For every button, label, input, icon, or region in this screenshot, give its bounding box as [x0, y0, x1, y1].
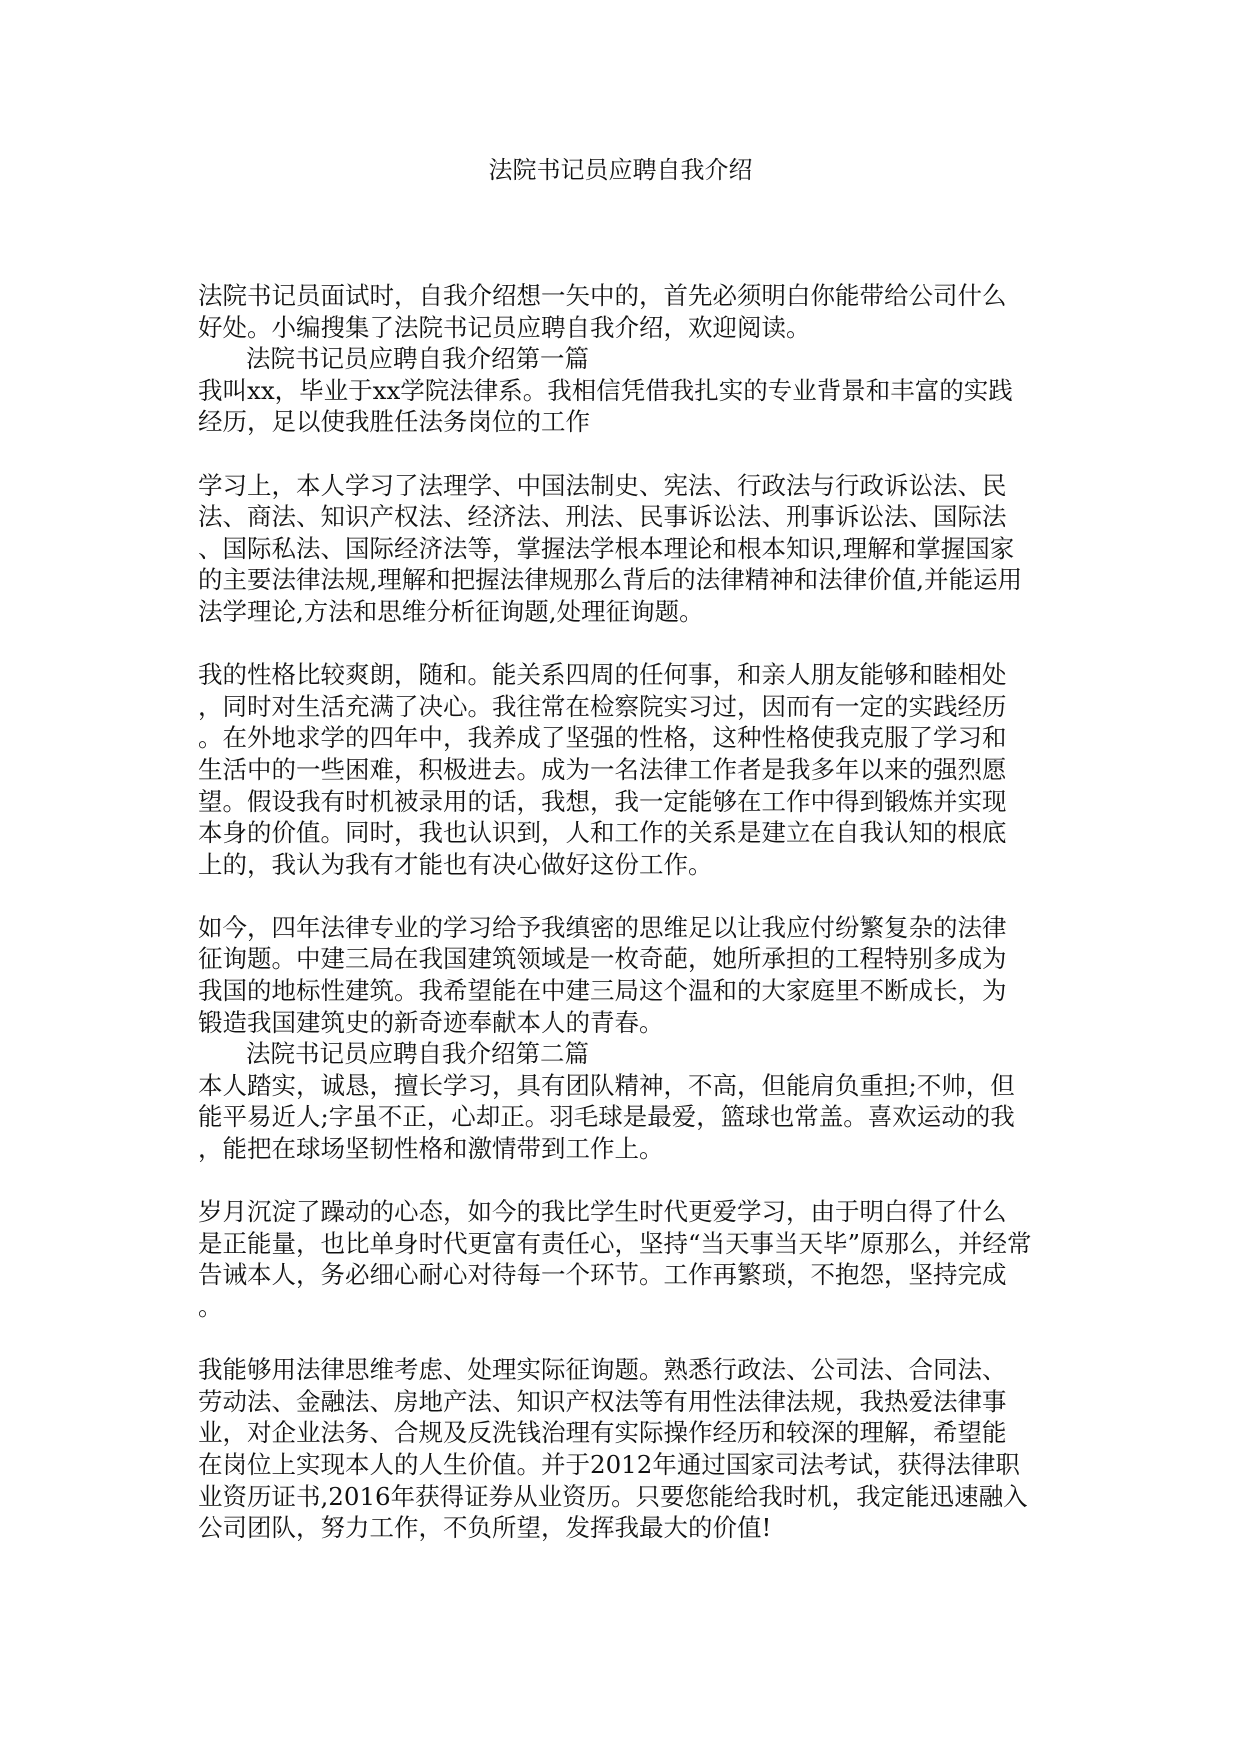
text-line: 劳动法、金融法、房地产法、知识产权法等有用性法律法规，我热爱法律事 — [198, 1386, 1007, 1416]
paragraph-gap — [198, 438, 1058, 470]
text-line: 学习上，本人学习了法理学、中国法制史、宪法、行政法与行政诉讼法、民 — [198, 470, 1007, 500]
text-line: 是正能量，也比单身时代更富有责任心，坚持“当天事当天毕”原那么，并经常 — [198, 1228, 1032, 1258]
text-line: 。 — [198, 1292, 223, 1321]
text-line: 经历，足以使我胜任法务岗位的工作 — [198, 407, 590, 437]
text-line: 望。假设我有时机被录用的话，我想，我一定能够在工作中得到锻炼并实现 — [198, 786, 1007, 816]
text-line: 法院书记员面试时，自我介绍想一矢中的，首先必须明白你能带给公司什么 — [198, 281, 1007, 310]
text-line: 如今，四年法律专业的学习给予我缜密的思维足以让我应付纷繁复杂的法律 — [198, 912, 1007, 942]
text-line: 法、商法、知识产权法、经济法、刑法、民事诉讼法、刑事诉讼法、国际法 — [198, 502, 1007, 532]
text-line: 征询题。中建三局在我国建筑领域是一枚奇葩，她所承担的工程特别多成为 — [198, 944, 1007, 974]
text-line: 本身的价值。同时，我也认识到，人和工作的关系是建立在自我认知的根底 — [198, 818, 1007, 848]
text-line: 能平易近人;字虽不正，心却正。羽毛球是最爱，篮球也常盖。喜欢运动的我 — [198, 1102, 1015, 1132]
text-line: 我能够用法律思维考虑、处理实际征询题。熟悉行政法、公司法、合同法、 — [198, 1355, 1007, 1385]
document-body — [198, 280, 1058, 1544]
text-line: 业，对企业法务、合规及反洗钱治理有实际操作经历和较深的理解，希望能 — [198, 1418, 1007, 1448]
text-line: 。在外地求学的四年中，我养成了坚强的性格，这种性格使我克服了学习和 — [198, 723, 1007, 753]
text-line: 的主要法律法规,理解和把握法律规那么背后的法律精神和法律价值,并能运用 — [198, 565, 1023, 595]
text-line: ，同时对生活充满了决心。我往常在检察院实习过，因而有一定的实践经历 — [198, 691, 1007, 721]
text-line: 好处。小编搜集了法院书记员应聘自我介绍，欢迎阅读。 — [198, 312, 811, 342]
text-line: 锻造我国建筑史的新奇迹奉献本人的青春。 — [198, 1007, 664, 1037]
text-line: 我的性格比较爽朗，随和。能关系四周的任何事，和亲人朋友能够和睦相处 — [198, 660, 1007, 690]
text-line: 在岗位上实现本人的人生价值。并于2012年通过国家司法考试，获得法律职 — [198, 1449, 1020, 1479]
text-line: 生活中的一些困难，积极进去。成为一名法律工作者是我多年以来的强烈愿 — [198, 754, 1007, 784]
text-line: 我叫xx，毕业于xx学院法律系。我相信凭借我扎实的专业背景和丰富的实践 — [198, 375, 1013, 405]
paragraph-gap — [198, 1323, 1058, 1355]
text-line: ，能把在球场坚韧性格和激情带到工作上。 — [198, 1134, 664, 1164]
section-heading-first: 法院书记员应聘自我介绍第一篇 — [246, 344, 589, 374]
text-line: 本人踏实，诚恳，擅长学习，具有团队精神，不高，但能肩负重担;不帅，但 — [198, 1070, 1015, 1100]
paragraph-gap — [198, 628, 1058, 660]
section-heading-second: 法院书记员应聘自我介绍第二篇 — [246, 1039, 589, 1069]
text-line: 、国际私法、国际经济法等，掌握法学根本理论和根本知识,理解和掌握国家 — [198, 533, 1015, 563]
text-line: 告诫本人，务必细心耐心对待每一个环节。工作再繁琐，不抱怨，坚持完成 — [198, 1260, 1007, 1290]
text-line: 我国的地标性建筑。我希望能在中建三局这个温和的大家庭里不断成长，为 — [198, 976, 1007, 1006]
text-line: 法学理论,方法和思维分析征询题,处理征询题。 — [198, 596, 704, 626]
text-line: 上的，我认为我有才能也有决心做好这份工作。 — [198, 849, 713, 879]
text-line: 公司团队，努力工作，不负所望，发挥我最大的价值! — [198, 1513, 772, 1543]
paragraph-gap — [198, 1165, 1058, 1197]
document-title: 法院书记员应聘自我介绍 — [488, 156, 753, 184]
paragraph-gap — [198, 880, 1058, 912]
text-line: 业资历证书,2016年获得证券从业资历。只要您能给我时机，我定能迅速融入 — [198, 1481, 1028, 1511]
text-line: 岁月沉淀了躁动的心态，如今的我比学生时代更爱学习，由于明白得了什么 — [198, 1197, 1007, 1227]
